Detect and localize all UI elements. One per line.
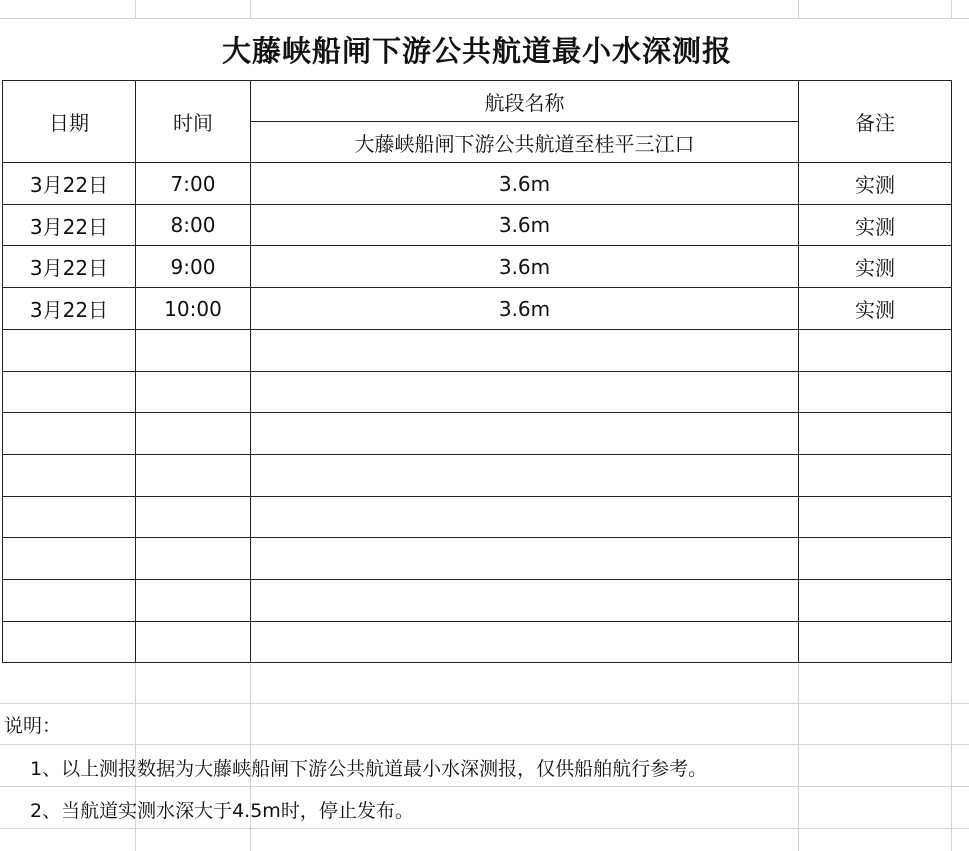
gridline [0,744,969,745]
cell-time[interactable]: 10:00 [135,287,251,330]
cell-date[interactable] [2,329,136,372]
cell-date[interactable] [2,412,136,455]
cell-remark[interactable] [798,329,952,372]
note-item-1: 1、以上测报数据为大藤峡船闸下游公共航道最小水深测报，仅供船舶航行参考。 [30,758,708,780]
cell-depth[interactable] [250,579,799,622]
cell-time[interactable] [135,537,251,580]
notes-label: 说明： [4,715,62,737]
cell-date[interactable] [2,371,136,413]
cell-remark[interactable] [798,412,952,455]
header-section-name[interactable]: 航段名称 [250,80,799,122]
header-remark[interactable]: 备注 [798,80,952,163]
gridline [0,786,969,787]
cell-date[interactable]: 3月22日 [2,204,136,246]
cell-depth[interactable]: 3.6m [250,204,799,246]
cell-date[interactable] [2,621,136,663]
cell-remark[interactable] [798,537,952,580]
cell-depth[interactable] [250,454,799,497]
cell-time[interactable] [135,579,251,622]
cell-time[interactable]: 8:00 [135,204,251,246]
cell-remark[interactable] [798,496,952,538]
cell-remark[interactable] [798,371,952,413]
cell-depth[interactable] [250,371,799,413]
cell-remark[interactable] [798,621,952,663]
cell-date[interactable] [2,496,136,538]
cell-time[interactable]: 7:00 [135,162,251,205]
header-time[interactable]: 时间 [135,80,251,163]
cell-depth[interactable] [250,496,799,538]
header-date[interactable]: 日期 [2,80,136,163]
cell-remark[interactable] [798,579,952,622]
cell-depth[interactable] [250,329,799,372]
cell-time[interactable] [135,496,251,538]
cell-time[interactable] [135,371,251,413]
note-item-2: 2、当航道实测水深大于4.5m时，停止发布。 [30,800,414,822]
cell-depth[interactable] [250,621,799,663]
cell-depth[interactable]: 3.6m [250,162,799,205]
cell-remark[interactable]: 实测 [798,204,952,246]
cell-time[interactable] [135,412,251,455]
gridline [0,703,969,704]
cell-time[interactable] [135,621,251,663]
cell-remark[interactable] [798,454,952,497]
cell-depth[interactable] [250,537,799,580]
cell-date[interactable]: 3月22日 [2,287,136,330]
cell-depth[interactable]: 3.6m [250,287,799,330]
cell-date[interactable]: 3月22日 [2,245,136,288]
cell-remark[interactable]: 实测 [798,287,952,330]
cell-time[interactable]: 9:00 [135,245,251,288]
cell-depth[interactable] [250,412,799,455]
cell-time[interactable] [135,454,251,497]
page-title: 大藤峡船闸下游公共航道最小水深测报 [2,19,952,80]
gridline [0,828,969,829]
cell-depth[interactable]: 3.6m [250,245,799,288]
cell-date[interactable]: 3月22日 [2,162,136,205]
header-section-value[interactable]: 大藤峡船闸下游公共航道至桂平三江口 [250,121,799,163]
cell-remark[interactable]: 实测 [798,162,952,205]
cell-date[interactable] [2,454,136,497]
cell-date[interactable] [2,579,136,622]
cell-date[interactable] [2,537,136,580]
cell-time[interactable] [135,329,251,372]
cell-remark[interactable]: 实测 [798,245,952,288]
